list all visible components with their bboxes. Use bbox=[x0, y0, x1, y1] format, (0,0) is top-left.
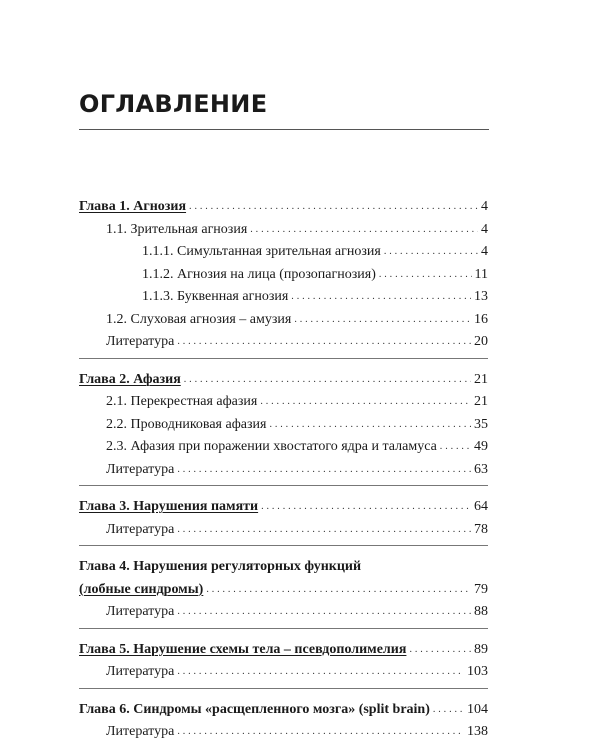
toc-page-number: 20 bbox=[474, 334, 488, 349]
toc-page-number: 13 bbox=[474, 289, 488, 304]
toc-page-number: 78 bbox=[474, 521, 488, 537]
toc-entry-text: 2.1. Перекрестная афазия bbox=[106, 394, 258, 409]
toc-page-number: 104 bbox=[467, 701, 488, 717]
toc-page-number: 16 bbox=[474, 311, 488, 327]
table-of-contents bbox=[79, 196, 488, 756]
toc-chapter-6[interactable] bbox=[79, 699, 488, 722]
toc-entry[interactable] bbox=[79, 414, 488, 437]
toc-entry-text: Глава 2. Афазия bbox=[79, 371, 181, 387]
toc-entry-text: (лобные синдромы) bbox=[79, 581, 204, 597]
dot-leader bbox=[269, 414, 471, 437]
chapter-6-group bbox=[79, 697, 488, 748]
toc-entry-text: 1.1.2. Агнозия на лица (прозопагнозия) bbox=[142, 266, 376, 282]
dot-leader bbox=[440, 436, 471, 459]
toc-entry-text: 1.2. Слуховая агнозия – амузия bbox=[106, 311, 292, 327]
toc-entry-text: Литература bbox=[106, 461, 175, 477]
toc-entry-text: Литература bbox=[106, 664, 175, 679]
toc-page-number: 63 bbox=[474, 461, 488, 477]
toc-entry[interactable] bbox=[79, 601, 488, 624]
dot-leader bbox=[184, 369, 471, 392]
dot-leader bbox=[433, 699, 464, 722]
toc-entry-text: Литература bbox=[106, 521, 175, 537]
toc-page-number: 138 bbox=[467, 724, 488, 739]
dot-leader bbox=[177, 601, 471, 624]
toc-entry-text: Литература bbox=[106, 724, 175, 739]
toc-entry[interactable] bbox=[79, 219, 488, 242]
toc-entry[interactable] bbox=[79, 661, 488, 684]
toc-chapter-2[interactable] bbox=[79, 369, 488, 392]
toc-entry-text: 2.3. Афазия при поражении хвостатого ядра и таламуса bbox=[106, 439, 437, 454]
toc-page-number: 11 bbox=[474, 266, 488, 282]
toc-page-number: 64 bbox=[474, 499, 488, 514]
toc-page-number: 89 bbox=[474, 641, 488, 657]
toc-page-number: 103 bbox=[467, 664, 488, 679]
toc-chapter-4-line2[interactable] bbox=[79, 579, 488, 602]
dot-leader bbox=[291, 286, 471, 309]
dot-leader bbox=[294, 309, 471, 332]
dot-leader bbox=[261, 496, 471, 519]
toc-page-number: 79 bbox=[474, 581, 488, 597]
toc-page-number: 21 bbox=[474, 394, 488, 409]
dot-leader bbox=[384, 241, 478, 264]
dot-leader bbox=[189, 196, 478, 219]
dot-leader bbox=[177, 519, 471, 542]
toc-entry[interactable] bbox=[79, 519, 488, 542]
chapter-4-group bbox=[79, 554, 488, 629]
toc-entry-text: 1.1.3. Буквенная агнозия bbox=[142, 289, 289, 304]
toc-page-number: 4 bbox=[481, 199, 488, 214]
toc-entry-text: Глава 3. Нарушения памяти bbox=[79, 499, 259, 514]
toc-chapter-1[interactable] bbox=[79, 196, 488, 219]
toc-chapter-4-line1[interactable] bbox=[79, 556, 488, 579]
dot-leader bbox=[379, 264, 472, 287]
toc-entry[interactable] bbox=[79, 436, 488, 459]
toc-entry-text: Литература bbox=[106, 334, 175, 349]
toc-entry-text: Глава 4. Нарушения регуляторных функций bbox=[79, 559, 362, 574]
toc-entry-text: Глава 5. Нарушение схемы тела – псевдополимелия bbox=[79, 641, 407, 657]
dot-leader bbox=[177, 331, 471, 354]
toc-entry[interactable] bbox=[79, 309, 488, 332]
dot-leader bbox=[206, 579, 471, 602]
toc-page-number: 21 bbox=[474, 371, 488, 387]
toc-entry[interactable] bbox=[79, 286, 488, 309]
toc-page-number: 49 bbox=[474, 439, 488, 454]
toc-entry[interactable] bbox=[79, 721, 488, 744]
dot-leader bbox=[177, 459, 471, 482]
toc-entry-text: Глава 1. Агнозия bbox=[79, 199, 187, 214]
page-title: ОГЛАВЛЕНИЕ bbox=[79, 90, 268, 118]
toc-chapter-5[interactable] bbox=[79, 639, 488, 662]
dot-leader bbox=[409, 639, 471, 662]
toc-entry[interactable] bbox=[79, 459, 488, 482]
dot-leader bbox=[260, 391, 471, 414]
toc-entry[interactable] bbox=[79, 264, 488, 287]
toc-entry-text: 1.1.1. Симультанная зрительная агнозия bbox=[142, 244, 381, 259]
toc-entry[interactable] bbox=[79, 391, 488, 414]
chapter-3-group bbox=[79, 494, 488, 546]
dot-leader bbox=[250, 219, 478, 242]
toc-chapter-3[interactable] bbox=[79, 496, 488, 519]
toc-entry[interactable] bbox=[79, 241, 488, 264]
chapter-2-group bbox=[79, 367, 488, 487]
toc-page-number: 4 bbox=[481, 244, 488, 259]
chapter-5-group bbox=[79, 637, 488, 689]
toc-entry-text: 2.2. Проводниковая афазия bbox=[106, 416, 267, 432]
toc-page-number: 4 bbox=[481, 221, 488, 237]
dot-leader bbox=[177, 721, 464, 744]
toc-entry-text: Литература bbox=[106, 604, 175, 619]
toc-page-number: 88 bbox=[474, 604, 488, 619]
title-divider bbox=[79, 129, 489, 130]
toc-entry[interactable] bbox=[79, 331, 488, 354]
chapter-1-group bbox=[79, 196, 488, 359]
toc-entry-text: Глава 6. Синдромы «расщепленного мозга» (split brain) bbox=[79, 701, 430, 717]
toc-page-number: 35 bbox=[474, 416, 488, 432]
dot-leader bbox=[177, 661, 464, 684]
toc-entry-text: 1.1. Зрительная агнозия bbox=[106, 221, 248, 237]
